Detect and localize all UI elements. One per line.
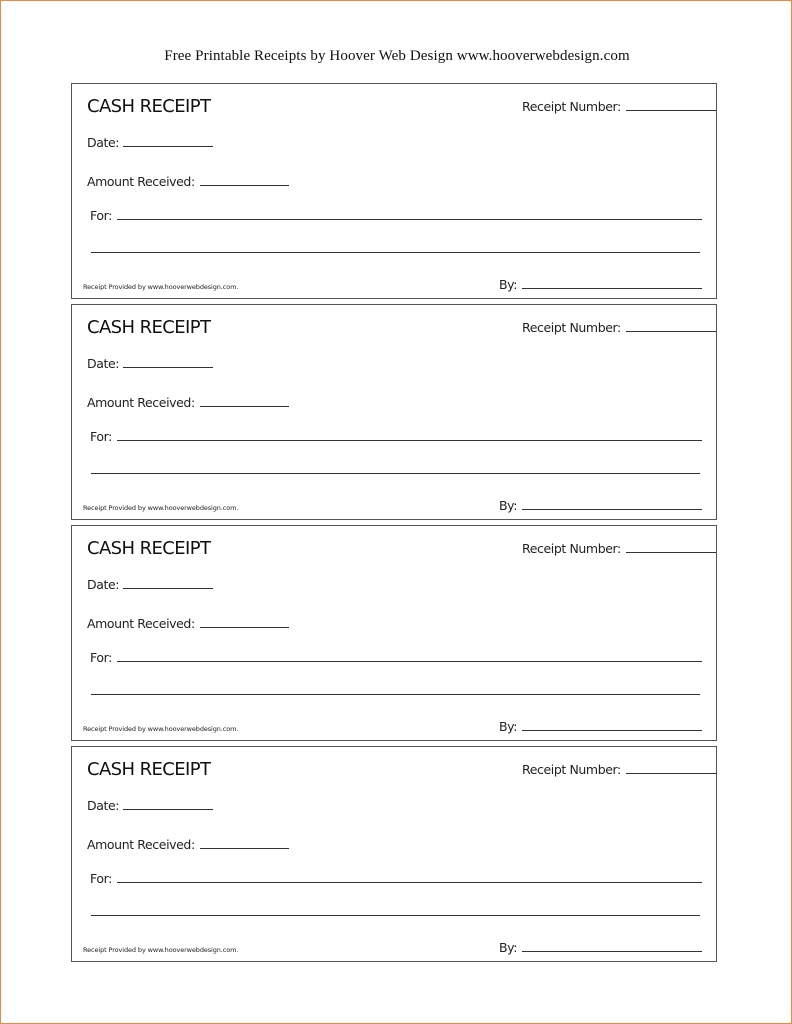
date-blank[interactable] [123, 367, 213, 368]
by-label: By: [499, 277, 518, 292]
cash-receipt [71, 746, 717, 962]
cash-receipt [71, 304, 717, 520]
by-blank[interactable] [522, 509, 702, 510]
for-continuation-blank[interactable] [91, 473, 700, 474]
for-field[interactable] [90, 650, 702, 665]
date-label: Date: [87, 577, 120, 592]
receipt-number-label: Receipt Number: [522, 320, 621, 335]
by-field[interactable] [499, 498, 702, 513]
date-field[interactable] [87, 798, 213, 813]
receipt-title: CASH RECEIPT [87, 759, 211, 780]
receipt-title: CASH RECEIPT [87, 317, 211, 338]
for-continuation-blank[interactable] [91, 694, 700, 695]
date-field[interactable] [87, 135, 213, 150]
amount-received-field[interactable] [87, 616, 289, 631]
date-field[interactable] [87, 577, 213, 592]
for-blank[interactable] [117, 661, 702, 662]
for-field[interactable] [90, 871, 702, 886]
receipt-number-blank[interactable] [626, 773, 716, 774]
for-continuation-blank[interactable] [91, 915, 700, 916]
by-label: By: [499, 719, 518, 734]
cash-receipt [71, 83, 717, 299]
by-blank[interactable] [522, 951, 702, 952]
for-label: For: [90, 871, 112, 886]
receipt-number-blank[interactable] [626, 110, 716, 111]
receipt-list [71, 83, 717, 967]
receipt-number-label: Receipt Number: [522, 762, 621, 777]
receipt-number-field[interactable] [522, 99, 716, 114]
by-label: By: [499, 498, 518, 513]
receipt-number-blank[interactable] [626, 552, 716, 553]
receipt-number-label: Receipt Number: [522, 541, 621, 556]
amount-received-field[interactable] [87, 395, 289, 410]
by-label: By: [499, 940, 518, 955]
by-field[interactable] [499, 940, 702, 955]
date-blank[interactable] [123, 809, 213, 810]
provided-by-note: Receipt Provided by www.hooverwebdesign.com. [83, 504, 239, 512]
amount-received-field[interactable] [87, 837, 289, 852]
amount-received-label: Amount Received: [87, 174, 195, 189]
for-label: For: [90, 429, 112, 444]
amount-received-blank[interactable] [200, 627, 289, 628]
provided-by-note: Receipt Provided by www.hooverwebdesign.com. [83, 946, 239, 954]
amount-received-label: Amount Received: [87, 395, 195, 410]
by-blank[interactable] [522, 288, 702, 289]
receipt-number-field[interactable] [522, 320, 716, 335]
provided-by-note: Receipt Provided by www.hooverwebdesign.com. [83, 283, 239, 291]
receipt-number-field[interactable] [522, 541, 716, 556]
cash-receipt [71, 525, 717, 741]
amount-received-label: Amount Received: [87, 616, 195, 631]
amount-received-label: Amount Received: [87, 837, 195, 852]
amount-received-blank[interactable] [200, 406, 289, 407]
receipt-number-field[interactable] [522, 762, 716, 777]
date-blank[interactable] [123, 588, 213, 589]
for-field[interactable] [90, 429, 702, 444]
for-label: For: [90, 650, 112, 665]
date-label: Date: [87, 356, 120, 371]
receipt-title: CASH RECEIPT [87, 96, 211, 117]
amount-received-blank[interactable] [200, 185, 289, 186]
amount-received-field[interactable] [87, 174, 289, 189]
amount-received-blank[interactable] [200, 848, 289, 849]
for-field[interactable] [90, 208, 702, 223]
for-blank[interactable] [117, 440, 702, 441]
receipt-number-blank[interactable] [626, 331, 716, 332]
page-header: Free Printable Receipts by Hoover Web Design www.hooverwebdesign.com [164, 48, 630, 64]
date-label: Date: [87, 135, 120, 150]
for-blank[interactable] [117, 219, 702, 220]
for-label: For: [90, 208, 112, 223]
by-blank[interactable] [522, 730, 702, 731]
by-field[interactable] [499, 277, 702, 292]
for-blank[interactable] [117, 882, 702, 883]
by-field[interactable] [499, 719, 702, 734]
provided-by-note: Receipt Provided by www.hooverwebdesign.com. [83, 725, 239, 733]
receipt-title: CASH RECEIPT [87, 538, 211, 559]
date-field[interactable] [87, 356, 213, 371]
date-blank[interactable] [123, 146, 213, 147]
date-label: Date: [87, 798, 120, 813]
for-continuation-blank[interactable] [91, 252, 700, 253]
receipt-number-label: Receipt Number: [522, 99, 621, 114]
